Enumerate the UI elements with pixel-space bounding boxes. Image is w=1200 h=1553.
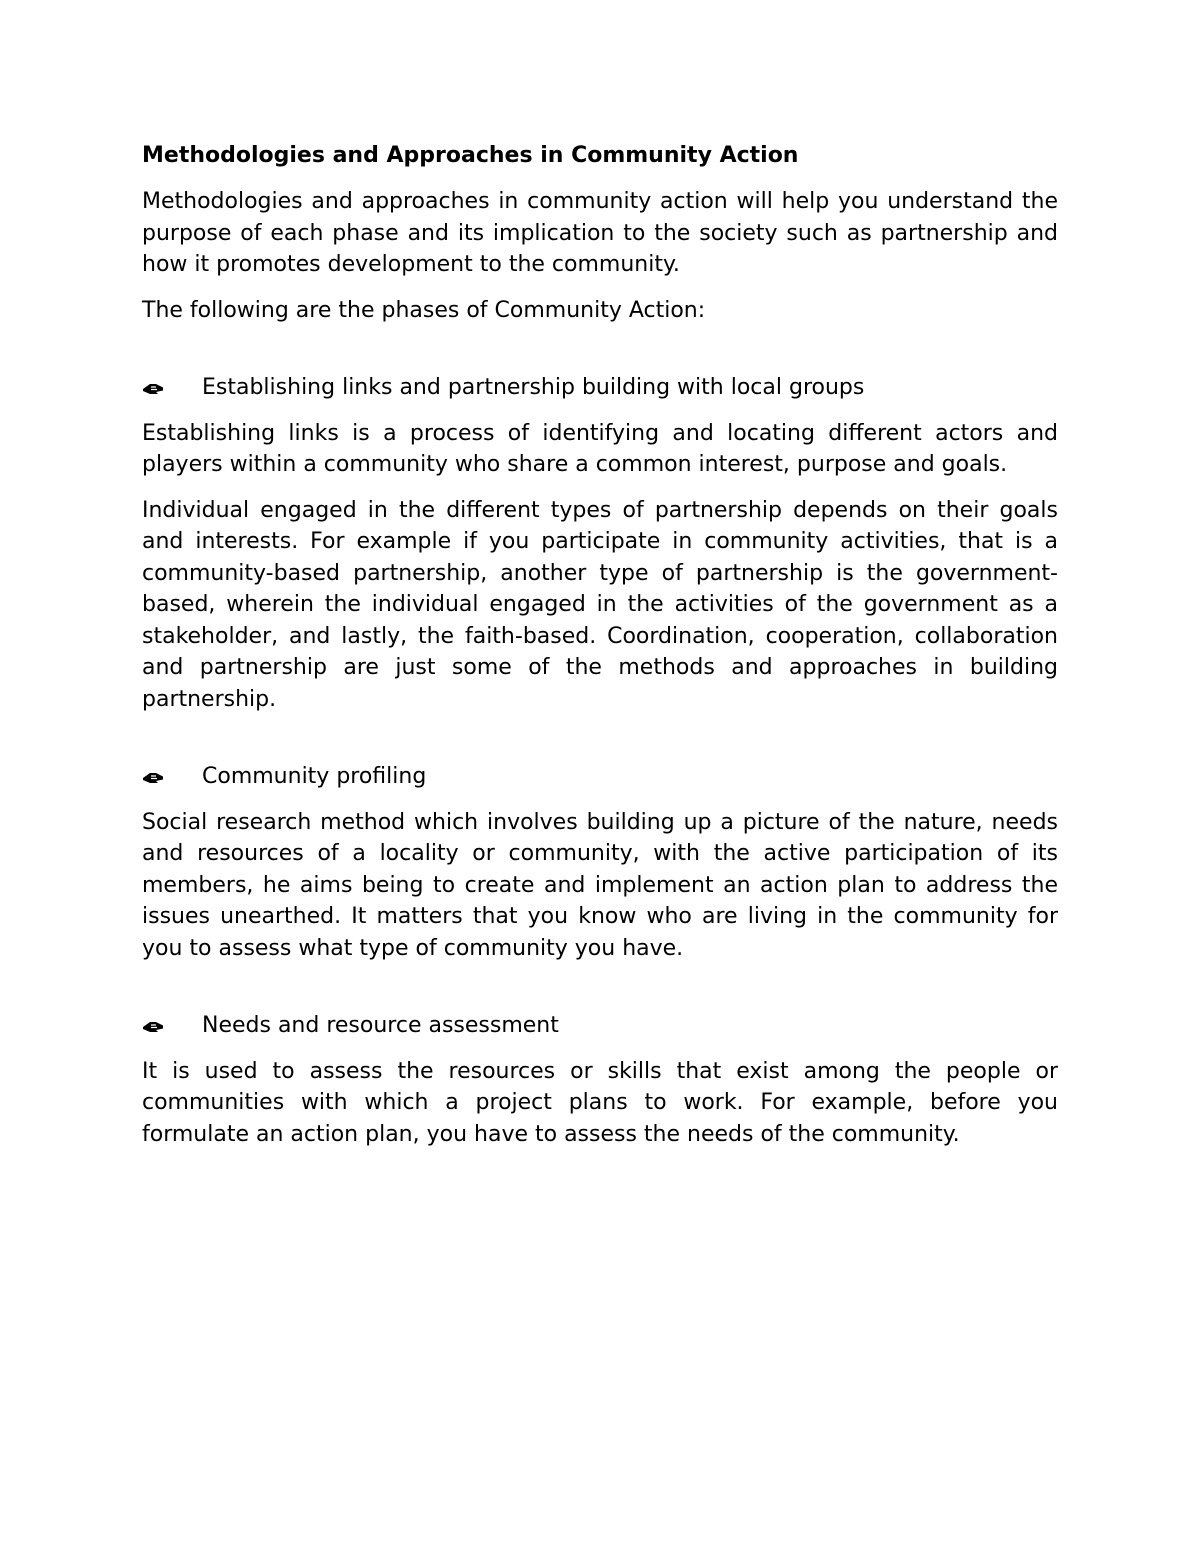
section-heading-establishing-links [142, 372, 1058, 404]
section-paragraph: It is used to assess the resources or skills that exist among the people or communities with which a project plans to work. For example, before you formulate an action plan, you have to assess the needs of the community. [142, 1058, 1058, 1147]
hand-pointing-icon [142, 1018, 202, 1034]
section-paragraph: Individual engaged in the different types of partnership depends on their goals and interests. For example if you participate in community activities, that is a community-based partnership, another type of partnership is the government-based, wherein the individual engaged in the activities of the government as a stakeholder, and lastly, the faith-based. Coordination, cooperation, collaboration and partnership are just some of the methods and approaches in building partnership. [142, 497, 1058, 712]
section-heading-text: Establishing links and partnership building with local groups [202, 375, 865, 400]
phases-lead: The following are the phases of Community Action: [142, 297, 706, 323]
hand-pointing-icon [142, 380, 202, 396]
document-page [142, 140, 1058, 1150]
document-title: Methodologies and Approaches in Community Action [142, 143, 799, 168]
section-heading-needs-assessment [142, 1010, 1058, 1042]
section-heading-text: Needs and resource assessment [202, 1013, 559, 1038]
section-heading-text: Community profiling [202, 764, 427, 789]
hand-pointing-icon [142, 769, 202, 785]
section-paragraph: Establishing links is a process of identifying and locating different actors and players within a community who share a common interest, purpose and goals. [142, 420, 1058, 477]
section-paragraph: Social research method which involves building up a picture of the nature, needs and resources of a locality or community, with the active participation of its members, he aims being to create and implement an action plan to address the issues unearthed. It matters that you know who are living in the community for you to assess what type of community you have. [142, 809, 1058, 961]
intro-paragraph: Methodologies and approaches in community action will help you understand the purpose of each phase and its implication to the society such as partnership and how it promotes development to the community. [142, 189, 1058, 277]
section-heading-community-profiling [142, 761, 1058, 793]
